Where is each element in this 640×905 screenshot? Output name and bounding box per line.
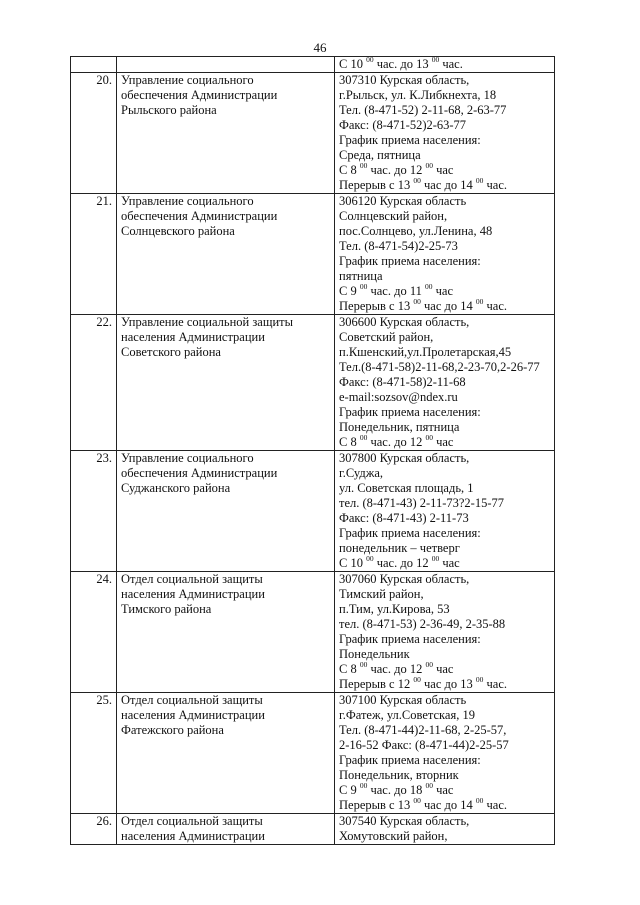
contact-text: час до 14	[420, 178, 476, 192]
contact-line	[339, 360, 550, 375]
contact-line	[339, 768, 550, 783]
contact-info-cell	[335, 194, 555, 315]
contact-line	[339, 254, 550, 269]
contact-line	[339, 194, 550, 209]
contact-text: час. до 12	[367, 662, 426, 676]
contact-text: 2-16-52 Факс: (8-471-44)2-25-57	[339, 738, 509, 752]
time-minutes-superscript: 00	[475, 674, 484, 684]
contact-text: п.Кшенский,ул.Пролетарская,45	[339, 345, 512, 359]
contact-info-cell	[335, 73, 555, 194]
contact-text: С 9	[339, 284, 360, 298]
contact-text: 307540 Курская область,	[339, 814, 470, 828]
institution-name-line: Отдел социальной защиты	[121, 814, 263, 828]
institution-name-line: населения Администрации	[121, 708, 265, 722]
contact-text: час. до 18	[367, 783, 426, 797]
contact-line	[339, 738, 550, 753]
contact-line	[339, 780, 550, 798]
contact-text: Тел. (8-471-44)2-11-68, 2-25-57,	[339, 723, 507, 737]
contact-text: Факс: (8-471-52)2-63-77	[339, 118, 467, 132]
contact-text: час. до 13	[373, 57, 432, 71]
time-minutes-superscript: 00	[431, 553, 440, 563]
table-row	[71, 73, 555, 194]
institution-name-cell	[117, 814, 335, 845]
institution-name-line: Тимского района	[121, 602, 212, 616]
contact-line	[339, 466, 550, 481]
time-minutes-superscript: 00	[475, 795, 484, 805]
contact-line	[339, 315, 550, 330]
row-number-cell: 25.	[71, 693, 117, 814]
contact-line	[339, 753, 550, 768]
contact-text: График приема населения:	[339, 526, 481, 540]
contact-text: час.	[483, 798, 507, 812]
institution-name-line: Отдел социальной защиты	[121, 572, 263, 586]
contact-text: Тел.(8-471-58)2-11-68,2-23-70,2-26-77	[339, 360, 540, 374]
contact-text: График приема населения:	[339, 133, 481, 147]
contact-text: Тимский район,	[339, 587, 424, 601]
contact-text: час. до 12	[367, 163, 426, 177]
row-number-cell	[71, 57, 117, 73]
contact-text: Тел. (8-471-52) 2-11-68, 2-63-77	[339, 103, 507, 117]
contact-text: час.	[483, 178, 507, 192]
contact-text: час. до 12	[367, 435, 426, 449]
contact-text: час.	[483, 299, 507, 313]
contact-text: Тел. (8-471-54)2-25-73	[339, 239, 458, 253]
contact-text: час. до 12	[373, 556, 432, 570]
contact-line	[339, 814, 550, 829]
institution-name-line: Рыльского района	[121, 103, 217, 117]
institution-name-line: населения Администрации	[121, 587, 265, 601]
institution-name-line: Советского района	[121, 345, 221, 359]
institution-name-cell	[117, 57, 335, 73]
row-number-cell: 22.	[71, 315, 117, 451]
contact-line	[339, 511, 550, 526]
time-minutes-superscript: 00	[359, 659, 368, 669]
contact-line	[339, 659, 550, 677]
contact-line	[339, 674, 550, 692]
contact-text: час	[432, 662, 454, 676]
time-minutes-superscript: 00	[359, 432, 368, 442]
contact-text: Понедельник	[339, 647, 410, 661]
contact-text: Факс: (8-471-58)2-11-68	[339, 375, 466, 389]
table-row	[71, 572, 555, 693]
contact-text: 306600 Курская область,	[339, 315, 470, 329]
time-minutes-superscript: 00	[366, 553, 374, 563]
time-minutes-superscript: 00	[431, 54, 440, 64]
contact-line	[339, 405, 550, 420]
contact-text: График приема населения:	[339, 632, 481, 646]
contact-text: Среда, пятница	[339, 148, 421, 162]
contact-info-cell	[335, 572, 555, 693]
contact-text: С 10	[339, 556, 367, 570]
contact-text: 307800 Курская область,	[339, 451, 470, 465]
contact-line	[339, 617, 550, 632]
time-minutes-superscript: 00	[425, 780, 433, 790]
contact-text: понедельник – четверг	[339, 541, 460, 555]
contact-text: час	[432, 783, 454, 797]
institution-name-line: Отдел социальной защиты	[121, 693, 263, 707]
table-row	[71, 693, 555, 814]
table-row	[71, 451, 555, 572]
institution-name-line: Управление социального	[121, 451, 254, 465]
contact-line	[339, 160, 550, 178]
time-minutes-superscript: 00	[359, 281, 368, 291]
contact-line	[339, 708, 550, 723]
contact-text: График приема населения:	[339, 254, 481, 268]
row-number-cell: 26.	[71, 814, 117, 845]
contact-text: г.Суджа,	[339, 466, 384, 480]
contact-line	[339, 73, 550, 88]
time-minutes-superscript: 00	[366, 54, 374, 64]
contact-text: час.	[439, 57, 463, 71]
contact-text: Перерыв с 12	[339, 677, 414, 691]
contact-line	[339, 572, 550, 587]
contact-text: час до 14	[420, 798, 476, 812]
contact-text: e-mail:sozsov@ndex.ru	[339, 390, 458, 404]
contact-line	[339, 829, 550, 844]
table-body	[71, 54, 555, 845]
contact-line	[339, 54, 550, 72]
contact-line	[339, 795, 550, 813]
contact-line	[339, 390, 550, 405]
contact-text: час. до 11	[367, 284, 425, 298]
contact-line	[339, 496, 550, 511]
institution-name-line: населения Администрации	[121, 829, 265, 843]
contact-text: пятница	[339, 269, 383, 283]
time-minutes-superscript: 00	[475, 296, 484, 306]
contact-text: г.Фатеж, ул.Советская, 19	[339, 708, 475, 722]
contact-text: тел. (8-471-43) 2-11-73?2-15-77	[339, 496, 505, 510]
contact-text: Понедельник, вторник	[339, 768, 459, 782]
contact-text: Понедельник, пятница	[339, 420, 460, 434]
contact-info-cell	[335, 814, 555, 845]
contact-line	[339, 526, 550, 541]
contact-line	[339, 632, 550, 647]
institution-name-cell	[117, 194, 335, 315]
contact-line	[339, 723, 550, 738]
institution-name-line: Суджанского района	[121, 481, 231, 495]
contact-text: 307060 Курская область,	[339, 572, 470, 586]
time-minutes-superscript: 00	[425, 281, 433, 291]
time-minutes-superscript: 00	[425, 659, 433, 669]
institution-name-line: обеспечения Администрации	[121, 466, 278, 480]
contact-line	[339, 88, 550, 103]
table-row	[71, 315, 555, 451]
contact-line	[339, 281, 550, 299]
institutions-table	[70, 56, 555, 845]
contact-text: Факс: (8-471-43) 2-11-73	[339, 511, 469, 525]
row-number-cell: 21.	[71, 194, 117, 315]
contact-line	[339, 693, 550, 708]
contact-text: 307100 Курская область	[339, 693, 467, 707]
row-number-cell: 23.	[71, 451, 117, 572]
contact-line	[339, 481, 550, 496]
contact-line	[339, 553, 550, 571]
contact-line	[339, 209, 550, 224]
table-row	[71, 814, 555, 845]
institution-name-line: обеспечения Администрации	[121, 209, 278, 223]
row-number-cell: 20.	[71, 73, 117, 194]
institution-name-line: Управление социального	[121, 73, 254, 87]
contact-text: пос.Солнцево, ул.Ленина, 48	[339, 224, 493, 238]
table-row	[71, 194, 555, 315]
contact-line	[339, 451, 550, 466]
contact-text: 307310 Курская область,	[339, 73, 470, 87]
institution-name-line: обеспечения Администрации	[121, 88, 278, 102]
contact-text: С 8	[339, 435, 360, 449]
contact-text: час.	[483, 677, 507, 691]
time-minutes-superscript: 00	[413, 296, 421, 306]
time-minutes-superscript: 00	[413, 674, 421, 684]
contact-line	[339, 420, 550, 435]
contact-text: час до 13	[420, 677, 476, 691]
contact-line	[339, 103, 550, 118]
institution-name-cell	[117, 572, 335, 693]
time-minutes-superscript: 00	[359, 780, 368, 790]
contact-text: час	[432, 435, 454, 449]
contact-text: График приема населения:	[339, 753, 481, 767]
contact-text: Хомутовский район,	[339, 829, 448, 843]
institution-name-cell	[117, 73, 335, 194]
contact-info-cell	[335, 315, 555, 451]
time-minutes-superscript: 00	[425, 160, 433, 170]
contact-line	[339, 432, 550, 450]
contact-text: час	[432, 284, 454, 298]
time-minutes-superscript: 00	[359, 160, 368, 170]
contact-text: Перерыв с 13	[339, 178, 414, 192]
contact-text: час до 14	[420, 299, 476, 313]
contact-info-cell	[335, 54, 555, 73]
contact-text: ул. Советская площадь, 1	[339, 481, 474, 495]
time-minutes-superscript: 00	[413, 175, 421, 185]
page-number: 46	[313, 40, 327, 55]
contact-text: п.Тим, ул.Кирова, 53	[339, 602, 450, 616]
contact-text: Советский район,	[339, 330, 434, 344]
row-number-cell: 24.	[71, 572, 117, 693]
institution-name-line: Управление социальной защиты	[121, 315, 294, 329]
institution-name-cell	[117, 693, 335, 814]
contact-line	[339, 148, 550, 163]
contact-line	[339, 375, 550, 390]
contact-text: График приема населения:	[339, 405, 481, 419]
time-minutes-superscript: 00	[425, 432, 433, 442]
contact-text: С 10	[339, 57, 367, 71]
contact-line	[339, 224, 550, 239]
contact-text: Перерыв с 13	[339, 798, 414, 812]
contact-text: Перерыв с 13	[339, 299, 414, 313]
contact-text: С 8	[339, 163, 360, 177]
time-minutes-superscript: 00	[475, 175, 484, 185]
institution-name-line: Фатежского района	[121, 723, 224, 737]
contact-text: тел. (8-471-53) 2-36-49, 2-35-88	[339, 617, 506, 631]
contact-text: Солнцевский район,	[339, 209, 448, 223]
time-minutes-superscript: 00	[413, 795, 421, 805]
contact-line	[339, 587, 550, 602]
contact-text: С 9	[339, 783, 360, 797]
contact-text: час	[432, 163, 454, 177]
contact-line	[339, 133, 550, 148]
contact-line	[339, 647, 550, 662]
table-row-continuation	[71, 57, 555, 73]
contact-line	[339, 330, 550, 345]
institution-name-line: Солнцевского района	[121, 224, 235, 238]
institution-name-cell	[117, 451, 335, 572]
contact-line	[339, 175, 550, 193]
contact-text: г.Рыльск, ул. К.Либкнехта, 18	[339, 88, 497, 102]
contact-text: 306120 Курская область	[339, 194, 467, 208]
contact-text: час	[439, 556, 460, 570]
contact-info-cell	[335, 451, 555, 572]
contact-text: С 8	[339, 662, 360, 676]
institution-name-line: населения Администрации	[121, 330, 265, 344]
contact-line	[339, 118, 550, 133]
contact-line	[339, 296, 550, 314]
contact-line	[339, 239, 550, 254]
institution-name-line: Управление социального	[121, 194, 254, 208]
contact-line	[339, 269, 550, 284]
contact-line	[339, 602, 550, 617]
contact-info-cell	[335, 693, 555, 814]
institution-name-cell	[117, 315, 335, 451]
contact-line	[339, 345, 550, 360]
